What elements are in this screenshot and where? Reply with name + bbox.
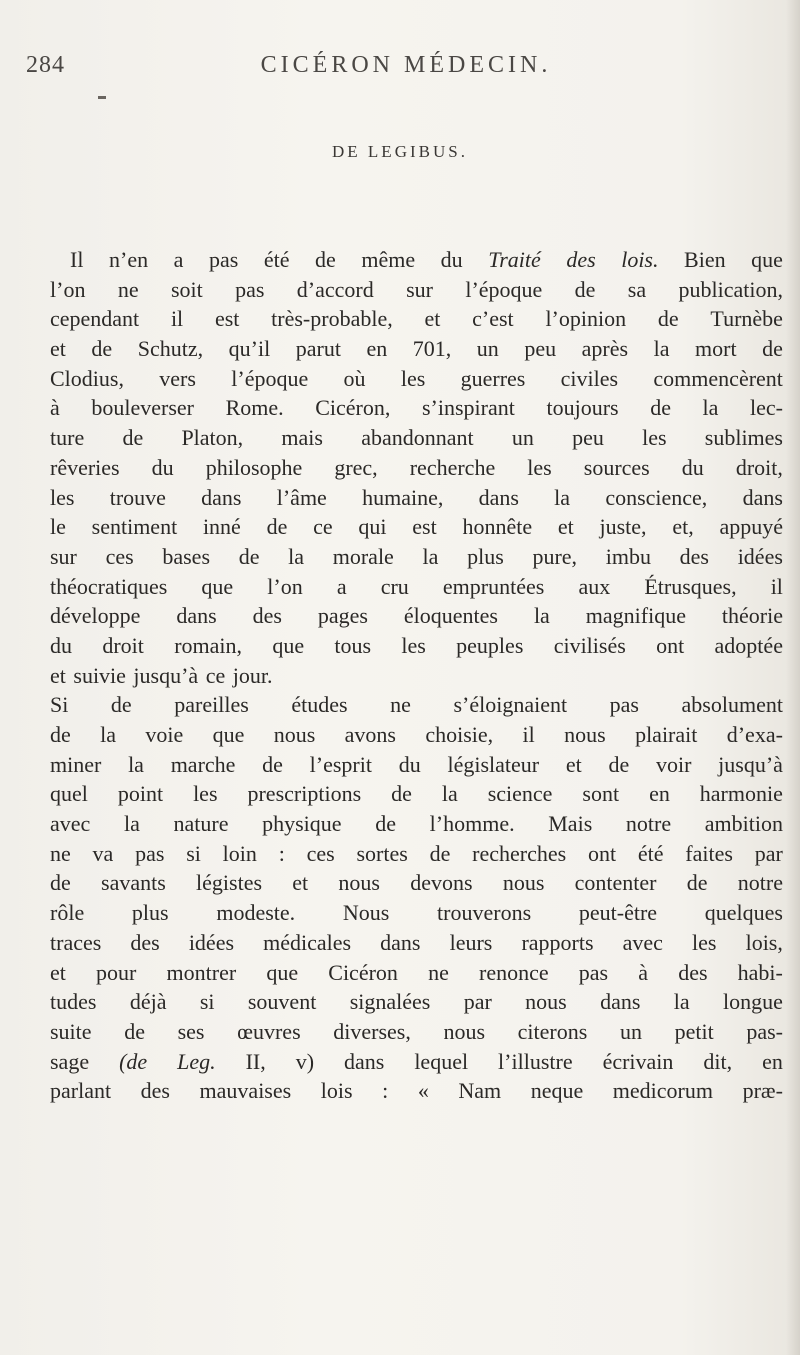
text-line: de la voie que nous avons choisie, il nous plairait d’exa- — [50, 722, 783, 747]
text-line: rêveries du philosophe grec, recherche les sources du droit, — [50, 454, 783, 480]
text-line: ne va pas si loin : ces sortes de recherches ont été faites par — [50, 840, 783, 866]
text-line: Il n’en a pas été de même du Traité des lois. Bien que — [70, 247, 783, 272]
text-line: et de Schutz, qu’il parut en 701, un peu après la mort de — [50, 336, 783, 362]
text-line: suite de ses œuvres diverses, nous citerons un petit pas- — [50, 1018, 783, 1044]
text-line: de savants légistes et nous devons nous contenter de notre — [50, 870, 783, 896]
section-title: DE LEGIBUS. — [332, 142, 468, 161]
page-edge-shadow — [786, 0, 800, 1355]
text-line: développe dans des pages éloquentes la magnifique théorie — [50, 603, 783, 629]
text-line: l’on ne soit pas d’accord sur l’époque de sa publication, — [50, 276, 783, 302]
text-line: et suivie jusqu’à ce jour. — [50, 662, 273, 688]
body-text — [50, 245, 783, 1106]
text-line: cependant il est très-probable, et c’est l’opinion de Turnèbe — [50, 306, 783, 332]
page-number: 284 — [26, 52, 65, 78]
text-line: sage (de Leg. II, v) dans lequel l’illustre écrivain dit, en — [50, 1048, 783, 1074]
text-line: le sentiment inné de ce qui est honnête et juste, et, appuyé — [50, 514, 783, 540]
running-head: CICÉRON MÉDECIN. — [260, 52, 552, 78]
text-line: théocratiques que l’on a cru empruntées aux Étrusques, il — [50, 573, 783, 599]
text-line: rôle plus modeste. Nous trouverons peut-être quelques — [50, 900, 783, 926]
text-line: avec la nature physique de l’homme. Mais notre ambition — [50, 811, 783, 837]
text-line: quel point les prescriptions de la science sont en harmonie — [50, 781, 783, 807]
text-line: les trouve dans l’âme humaine, dans la conscience, dans — [50, 484, 783, 510]
text-line: Si de pareilles études ne s’éloignaient pas absolument — [50, 692, 783, 718]
printer-dash-mark — [98, 96, 106, 99]
text-line: du droit romain, que tous les peuples civilisés ont adoptée — [50, 632, 783, 658]
text-line: traces des idées médicales dans leurs rapports avec les lois, — [50, 929, 783, 955]
paragraph — [50, 245, 783, 690]
text-line: sur ces bases de la morale la plus pure, imbu des idées — [50, 543, 783, 569]
text-line: Clodius, vers l’époque où les guerres civiles commencèrent — [50, 365, 783, 391]
text-line: miner la marche de l’esprit du législateur et de voir jusqu’à — [50, 751, 783, 777]
text-line: parlant des mauvaises lois : « Nam neque medicorum præ- — [50, 1078, 783, 1104]
text-line: ture de Platon, mais abandonnant un peu les sublimes — [50, 425, 783, 451]
text-line: et pour montrer que Cicéron ne renonce pas à des habi- — [50, 959, 783, 985]
page-header — [26, 52, 786, 82]
paragraph — [50, 690, 783, 1106]
text-line: tudes déjà si souvent signalées par nous dans la longue — [50, 989, 783, 1015]
text-line: à bouleverser Rome. Cicéron, s’inspirant toujours de la lec- — [50, 395, 783, 421]
